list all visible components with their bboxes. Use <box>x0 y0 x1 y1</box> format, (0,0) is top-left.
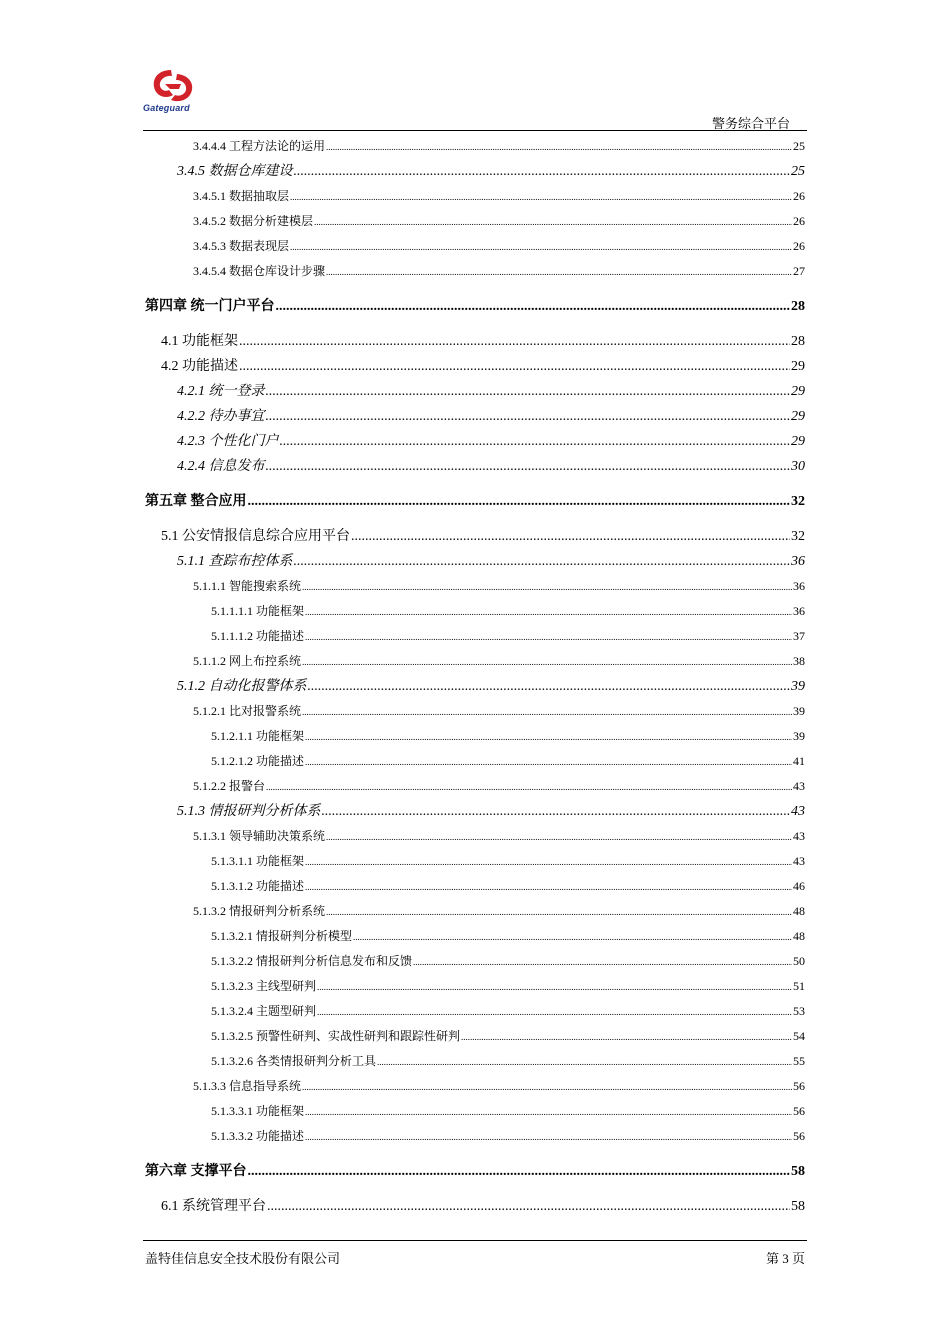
toc-entry-label: 5.1.1.1.2 功能描述 <box>211 629 305 643</box>
toc-entry-page: 26 <box>793 189 805 203</box>
toc-entry-page: 48 <box>793 929 805 943</box>
toc-leader-dots <box>290 184 792 210</box>
toc-entry-label: 3.4.5.2 数据分析建模层 <box>193 214 314 228</box>
toc-entry[interactable] <box>145 824 805 849</box>
toc-leader-dots <box>239 329 790 354</box>
toc-spacer <box>145 1184 805 1194</box>
toc-entry-page: 54 <box>793 1029 805 1043</box>
toc-entry-label: 5.1.2.1.1 功能框架 <box>211 729 305 743</box>
toc-entry[interactable] <box>145 184 805 209</box>
toc-entry-label: 第四章 统一门户平台 <box>145 299 275 314</box>
toc-entry[interactable] <box>145 749 805 774</box>
toc-entry[interactable] <box>145 354 805 379</box>
toc-entry-label: 4.2.3 个性化门户 <box>177 434 279 449</box>
toc-leader-dots <box>266 379 791 404</box>
toc-entry[interactable] <box>145 159 805 184</box>
toc-entry-label: 5.1.3.1.1 功能框架 <box>211 854 305 868</box>
toc-entry-page: 58 <box>791 1199 805 1214</box>
toc-entry-label: 5.1.2.2 报警台 <box>193 779 266 793</box>
toc-entry[interactable] <box>145 549 805 574</box>
toc-entry[interactable] <box>145 1159 805 1184</box>
toc-entry-page: 41 <box>793 754 805 768</box>
toc-entry-page: 56 <box>793 1079 805 1093</box>
toc-entry[interactable] <box>145 134 805 159</box>
toc-leader-dots <box>248 1159 791 1184</box>
toc-entry-label: 5.1.3 情报研判分析体系 <box>177 804 321 819</box>
toc-entry[interactable] <box>145 849 805 874</box>
toc-leader-dots <box>266 454 791 479</box>
toc-entry[interactable] <box>145 774 805 799</box>
toc-entry[interactable] <box>145 209 805 234</box>
toc-leader-dots <box>326 824 792 850</box>
toc-leader-dots <box>294 159 791 184</box>
toc-leader-dots <box>322 799 791 824</box>
toc-entry-page: 38 <box>793 654 805 668</box>
toc-entry-label: 5.1.3.3.1 功能框架 <box>211 1104 305 1118</box>
toc-leader-dots <box>305 624 792 650</box>
toc-entry-label: 5.1.3.3 信息指导系统 <box>193 1079 302 1093</box>
toc-leader-dots <box>276 294 791 319</box>
toc-entry[interactable] <box>145 999 805 1024</box>
toc-entry-label: 4.2 功能描述 <box>161 359 238 374</box>
toc-leader-dots <box>280 429 791 454</box>
toc-leader-dots <box>351 524 790 549</box>
toc-entry-label: 4.2.2 待办事宜 <box>177 409 265 424</box>
header-divider <box>143 130 807 131</box>
toc-entry[interactable] <box>145 294 805 319</box>
toc-entry-page: 29 <box>791 359 805 374</box>
toc-entry-label: 3.4.4.4 工程方法论的运用 <box>193 139 326 153</box>
toc-entry[interactable] <box>145 699 805 724</box>
toc-entry[interactable] <box>145 379 805 404</box>
toc-leader-dots <box>326 134 792 160</box>
toc-leader-dots <box>308 674 791 699</box>
toc-leader-dots <box>290 234 792 260</box>
toc-entry-label: 5.1.1.2 网上布控系统 <box>193 654 302 668</box>
toc-entry-label: 5.1.3.1.2 功能描述 <box>211 879 305 893</box>
footer-company: 盖特佳信息安全技术股份有限公司 <box>145 1251 341 1266</box>
toc-entry-label: 第六章 支撑平台 <box>145 1164 247 1179</box>
toc-entry-page: 25 <box>793 139 805 153</box>
toc-leader-dots <box>302 699 792 725</box>
toc-leader-dots <box>294 549 791 574</box>
toc-entry-label: 第五章 整合应用 <box>145 494 247 509</box>
toc-entry-page: 28 <box>791 299 805 314</box>
toc-leader-dots <box>302 1074 792 1100</box>
toc-entry[interactable] <box>145 874 805 899</box>
toc-entry[interactable] <box>145 799 805 824</box>
toc-entry[interactable] <box>145 949 805 974</box>
toc-entry-label: 3.4.5.3 数据表现层 <box>193 239 290 253</box>
toc-entry-page: 36 <box>791 554 805 569</box>
toc-entry-label: 5.1.3.3.2 功能描述 <box>211 1129 305 1143</box>
toc-leader-dots <box>302 649 792 675</box>
toc-entry-label: 3.4.5 数据仓库建设 <box>177 164 293 179</box>
toc-entry-page: 53 <box>793 1004 805 1018</box>
toc-entry-label: 4.2.4 信息发布 <box>177 459 265 474</box>
toc-entry[interactable] <box>145 524 805 549</box>
toc-entry[interactable] <box>145 259 805 284</box>
toc-leader-dots <box>305 599 792 625</box>
toc-entry[interactable] <box>145 974 805 999</box>
toc-entry-label: 3.4.5.1 数据抽取层 <box>193 189 290 203</box>
toc-entry[interactable] <box>145 1099 805 1124</box>
toc-entry-page: 55 <box>793 1054 805 1068</box>
toc-entry-page: 56 <box>793 1129 805 1143</box>
toc-entry[interactable] <box>145 429 805 454</box>
toc-entry[interactable] <box>145 1024 805 1049</box>
toc-spacer <box>145 479 805 489</box>
toc-entry-page: 48 <box>793 904 805 918</box>
toc-leader-dots <box>461 1024 792 1050</box>
toc-entry-page: 39 <box>793 704 805 718</box>
header-title: 警务综合平台 <box>711 116 790 131</box>
toc-entry-label: 4.1 功能框架 <box>161 334 238 349</box>
toc-entry-page: 29 <box>791 384 805 399</box>
toc-entry-label: 5.1.1.1 智能搜索系统 <box>193 579 302 593</box>
toc-leader-dots <box>305 1124 792 1150</box>
toc-leader-dots <box>314 209 792 235</box>
toc-entry[interactable] <box>145 454 805 479</box>
toc-leader-dots <box>317 974 792 1000</box>
toc-entry-label: 5.1.3.2.4 主题型研判 <box>211 1004 317 1018</box>
toc-leader-dots <box>248 489 791 514</box>
toc-entry-page: 51 <box>793 979 805 993</box>
toc-entry[interactable] <box>145 1074 805 1099</box>
toc-leader-dots <box>317 999 792 1025</box>
toc-entry-label: 4.2.1 统一登录 <box>177 384 265 399</box>
toc-entry-page: 39 <box>793 729 805 743</box>
toc-entry[interactable] <box>145 674 805 699</box>
toc-entry-page: 43 <box>793 779 805 793</box>
toc-leader-dots <box>266 404 791 429</box>
toc-entry-page: 50 <box>793 954 805 968</box>
toc-leader-dots <box>326 899 792 925</box>
toc-entry[interactable] <box>145 329 805 354</box>
toc-entry-page: 27 <box>793 264 805 278</box>
toc-entry[interactable] <box>145 899 805 924</box>
toc-entry-label: 5.1.3.2.1 情报研判分析模型 <box>211 929 353 943</box>
toc-entry-page: 36 <box>793 579 805 593</box>
toc-entry-page: 29 <box>791 434 805 449</box>
toc-entry-page: 32 <box>791 494 805 509</box>
toc-leader-dots <box>305 724 792 750</box>
toc-leader-dots <box>413 949 792 975</box>
toc-entry-label: 5.1 公安情报信息综合应用平台 <box>161 529 350 544</box>
toc-entry[interactable] <box>145 404 805 429</box>
toc-leader-dots <box>267 1194 790 1219</box>
toc-entry-label: 5.1.2 自动化报警体系 <box>177 679 307 694</box>
toc-leader-dots <box>326 259 792 285</box>
toc-entry-label: 5.1.2.1 比对报警系统 <box>193 704 302 718</box>
toc-entry[interactable] <box>145 489 805 514</box>
toc-entry-label: 5.1.3.1 领导辅助决策系统 <box>193 829 326 843</box>
toc-spacer <box>145 284 805 294</box>
toc-leader-dots <box>305 849 792 875</box>
toc-leader-dots <box>305 1099 792 1125</box>
toc-entry[interactable] <box>145 924 805 949</box>
toc-entry-label: 5.1.1.1.1 功能框架 <box>211 604 305 618</box>
toc-entry-label: 5.1.3.2 情报研判分析系统 <box>193 904 326 918</box>
toc-entry-label: 5.1.3.2.6 各类情报研判分析工具 <box>211 1054 377 1068</box>
toc-entry-page: 37 <box>793 629 805 643</box>
toc-entry-label: 5.1.3.2.3 主线型研判 <box>211 979 317 993</box>
toc-entry-page: 26 <box>793 214 805 228</box>
table-of-contents <box>145 134 805 1219</box>
toc-entry-page: 28 <box>791 334 805 349</box>
toc-entry[interactable] <box>145 624 805 649</box>
toc-entry-page: 39 <box>791 679 805 694</box>
toc-entry-page: 58 <box>791 1164 805 1179</box>
toc-entry[interactable] <box>145 574 805 599</box>
toc-entry-label: 5.1.2.1.2 功能描述 <box>211 754 305 768</box>
toc-entry[interactable] <box>145 649 805 674</box>
toc-entry-page: 43 <box>793 854 805 868</box>
toc-entry-page: 25 <box>791 164 805 179</box>
toc-spacer <box>145 319 805 329</box>
toc-entry[interactable] <box>145 1194 805 1219</box>
toc-entry-label: 3.4.5.4 数据仓库设计步骤 <box>193 264 326 278</box>
toc-entry[interactable] <box>145 1124 805 1149</box>
toc-entry-label: 5.1.1 查踪布控体系 <box>177 554 293 569</box>
toc-leader-dots <box>266 774 792 800</box>
toc-entry[interactable] <box>145 1049 805 1074</box>
footer-page-number: 第 3 页 <box>765 1251 805 1266</box>
toc-leader-dots <box>239 354 790 379</box>
toc-leader-dots <box>377 1049 792 1075</box>
toc-entry[interactable] <box>145 724 805 749</box>
toc-leader-dots <box>302 574 792 600</box>
toc-spacer <box>145 1149 805 1159</box>
toc-entry-page: 43 <box>791 804 805 819</box>
toc-entry-label: 6.1 系统管理平台 <box>161 1199 266 1214</box>
toc-entry-page: 26 <box>793 239 805 253</box>
toc-entry[interactable] <box>145 599 805 624</box>
footer-divider <box>143 1240 807 1241</box>
toc-entry-page: 32 <box>791 529 805 544</box>
toc-entry-label: 5.1.3.2.2 情报研判分析信息发布和反馈 <box>211 954 413 968</box>
toc-entry-page: 56 <box>793 1104 805 1118</box>
toc-entry-page: 29 <box>791 409 805 424</box>
toc-leader-dots <box>305 749 792 775</box>
toc-leader-dots <box>353 924 792 950</box>
toc-entry-page: 46 <box>793 879 805 893</box>
toc-entry-page: 36 <box>793 604 805 618</box>
toc-leader-dots <box>305 874 792 900</box>
toc-entry-page: 43 <box>793 829 805 843</box>
logo-text: Gateguard <box>143 103 190 113</box>
toc-entry-label: 5.1.3.2.5 预警性研判、实战性研判和跟踪性研判 <box>211 1029 461 1043</box>
toc-spacer <box>145 514 805 524</box>
toc-entry-page: 30 <box>791 459 805 474</box>
toc-entry[interactable] <box>145 234 805 259</box>
